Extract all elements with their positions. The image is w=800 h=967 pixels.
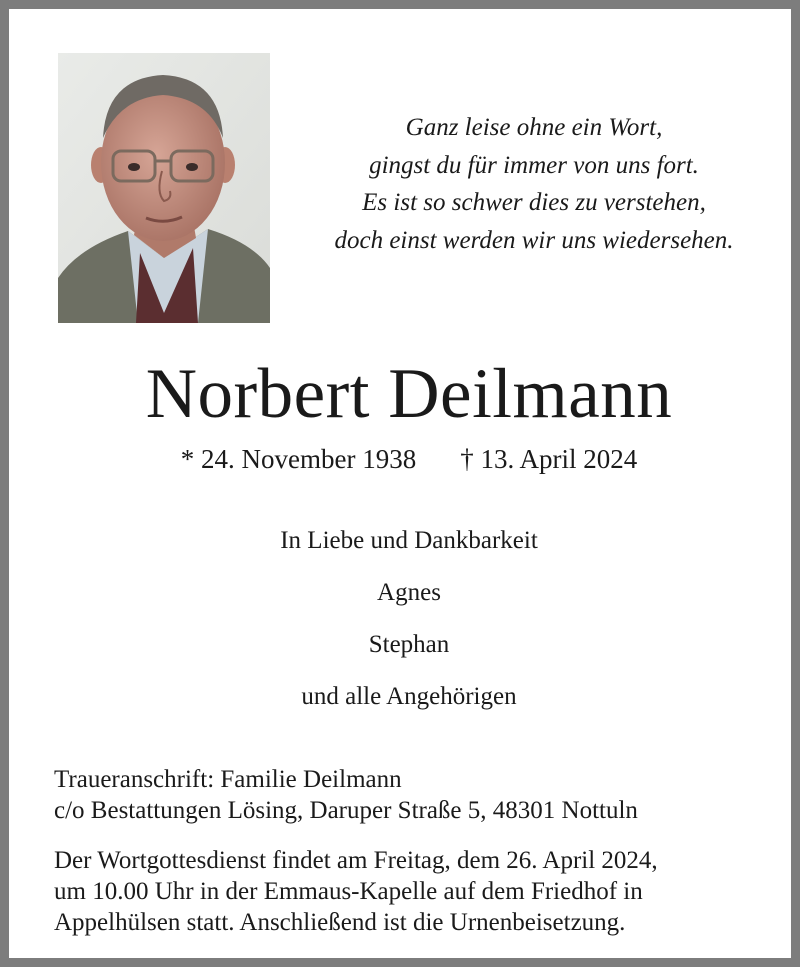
mourners-block bbox=[9, 523, 800, 731]
memorial-poem bbox=[289, 109, 779, 259]
death-date: † 13. April 2024 bbox=[460, 444, 638, 474]
mourner-name: Agnes bbox=[377, 579, 441, 606]
service-line: um 10.00 Uhr in der Emmaus-Kapelle auf dem Friedhof in bbox=[54, 878, 643, 905]
address-line: c/o Bestattungen Lösing, Daruper Straße 5, 48301 Nottuln bbox=[54, 797, 638, 824]
service-line: Appelhülsen statt. Anschließend ist die Urnenbeisetzung. bbox=[54, 909, 626, 936]
mourners-intro: In Liebe und Dankbarkeit bbox=[280, 527, 538, 554]
mourners-others: und alle Angehörigen bbox=[301, 683, 517, 710]
life-dates bbox=[9, 441, 800, 477]
service-notice bbox=[54, 845, 784, 938]
deceased-name: Norbert Deilmann bbox=[145, 355, 673, 433]
poem-line: doch einst werden wir uns wiedersehen. bbox=[334, 226, 734, 254]
address-line: Traueranschrift: Familie Deilmann bbox=[54, 766, 402, 793]
poem-line: Es ist so schwer dies zu verstehen, bbox=[362, 189, 706, 216]
service-line: Der Wortgottesdienst findet am Freitag, dem 26. April 2024, bbox=[54, 847, 658, 874]
mourning-address bbox=[54, 764, 784, 826]
portrait-photo bbox=[58, 53, 270, 323]
poem-line: gingst du für immer von uns fort. bbox=[369, 151, 699, 179]
birth-date: * 24. November 1938 bbox=[180, 444, 417, 474]
portrait-image bbox=[58, 53, 270, 323]
mourner-name: Stephan bbox=[368, 631, 450, 658]
poem-line: Ganz leise ohne ein Wort, bbox=[405, 114, 663, 141]
